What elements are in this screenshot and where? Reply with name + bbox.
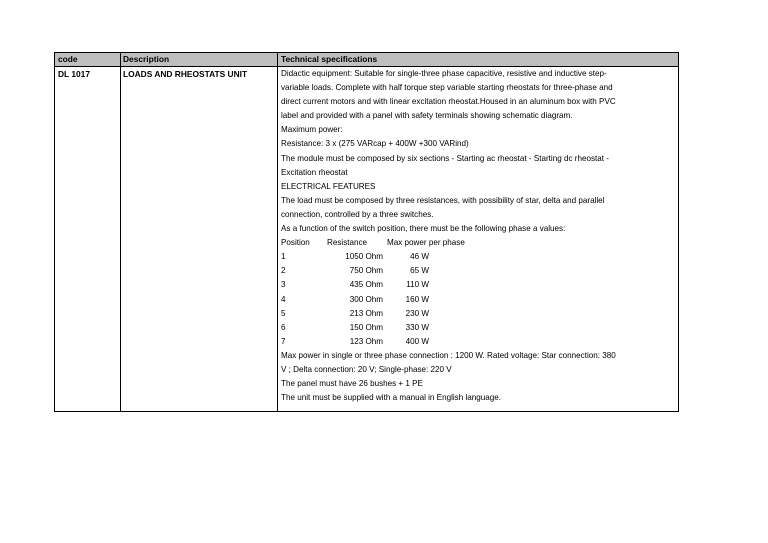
spec-line: Didactic equipment: Suitable for single-three phase capacitive, resistive and inductive step- [281,69,607,78]
phase-position: 4 [281,294,286,304]
phase-row [281,335,677,349]
product-code: DL 1017 [58,69,90,79]
phase-resistance: 300 Ohm [349,294,383,304]
spec-line: The load must be composed by three resistances, with possibility of star, delta and parallel [281,195,605,205]
spec-line: Maximum power: [281,125,343,135]
column-divider [277,53,278,411]
header-code: code [58,54,78,64]
phase-resistance: 1050 Ohm [345,252,383,262]
phase-row [281,293,677,307]
phase-row [281,278,677,292]
spec-table [54,52,679,412]
phase-power: 400 W [405,336,429,346]
phase-power: 160 W [405,294,429,304]
phase-position: 1 [281,252,286,262]
header-technical-specifications: Technical specifications [281,54,378,64]
phase-resistance: 435 Ohm [349,280,383,290]
header-description: Description [123,54,170,64]
spec-footer-line: Max power in single or three phase connection : 1200 W. Rated voltage: Star connection: 380 [281,350,616,360]
spec-footer-line: The panel must have 26 bushes + 1 PE [281,379,423,389]
spec-line: The module must be composed by six sections - Starting ac rheostat - Starting dc rheostat - [281,153,609,163]
spec-line: As a function of the switch position, there must be the following phase a values: [281,224,566,234]
technical-specifications [281,67,677,405]
spec-line: ELECTRICAL FEATURES [281,181,376,191]
phase-power: 230 W [405,308,429,318]
spec-line: direct current motors and with linear excitation rheostat.Housed in an aluminum box with PVC [281,97,616,107]
phase-header-power: Max power per phase [387,238,465,248]
phase-power: 330 W [405,322,429,332]
product-description: LOADS AND RHEOSTATS UNIT [123,69,248,79]
phase-resistance: 150 Ohm [349,322,383,332]
phase-row [281,250,677,264]
phase-row [281,321,677,335]
spec-line: label and provided with a panel with safety terminals showing schematic diagram. [281,111,573,121]
phase-position: 3 [281,280,286,290]
spec-line: connection, controlled by a three switches. [281,209,434,219]
spec-footer-line: V ; Delta connection: 20 V; Single-phase: 220 V [281,364,452,374]
spec-line: Excitation rheostat [281,167,348,177]
phase-resistance: 213 Ohm [349,308,383,318]
phase-row [281,264,677,278]
phase-position: 2 [281,266,286,276]
phase-position: 6 [281,322,286,332]
phase-table-header [281,236,677,250]
phase-resistance: 750 Ohm [349,266,383,276]
phase-position: 5 [281,308,286,318]
spec-line: Resistance: 3 x (275 VARcap + 400W +300 VARind) [281,139,469,149]
phase-power: 65 W [410,266,429,276]
phase-power: 110 W [406,280,429,290]
phase-row [281,307,677,321]
spec-footer-line: The unit must be supplied with a manual in English language. [281,393,502,403]
phase-header-position: Position [281,238,310,248]
phase-header-resistance: Resistance [327,238,368,248]
phase-position: 7 [281,336,286,346]
phase-resistance: 123 Ohm [349,336,383,346]
column-divider [120,53,121,411]
spec-line: variable loads. Complete with half torque step variable starting rheostats for three-phase and [281,83,613,93]
phase-power: 46 W [410,252,429,262]
